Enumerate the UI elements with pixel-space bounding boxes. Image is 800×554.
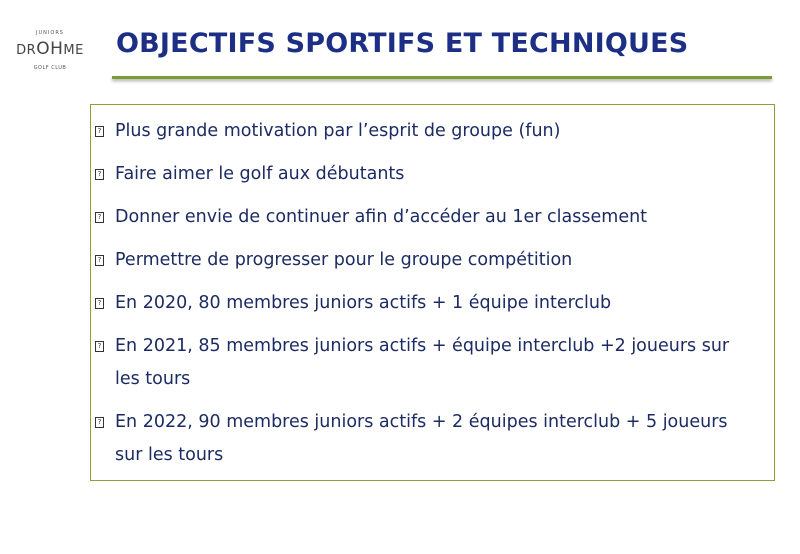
bullet-text: En 2020, 80 membres juniors actifs + 1 équipe interclub [115, 293, 612, 313]
logo-main-part-2: OH [36, 39, 64, 59]
bullet-text: Donner envie de continuer afin d’accéder au 1er classement [115, 207, 648, 227]
bullet-item [95, 201, 755, 234]
bullet-list [95, 115, 755, 482]
missing-glyph-icon: ? [95, 212, 104, 223]
missing-glyph-icon: ? [95, 255, 104, 266]
logo-top-text: JUNIORS [36, 30, 64, 36]
bullet-text: Permettre de progresser pour le groupe compétition [115, 250, 573, 270]
bullet-item [95, 406, 755, 472]
content-box [90, 104, 775, 481]
missing-glyph-icon: ? [95, 169, 104, 180]
logo-main-part-1: DR [16, 43, 37, 58]
club-logo [12, 30, 88, 78]
logo-main-text [12, 39, 88, 59]
bullet-item [95, 158, 755, 191]
bullet-text: En 2022, 90 membres juniors actifs + 2 équipes interclub + 5 joueurs sur les tours [115, 412, 728, 465]
bullet-text: En 2021, 85 membres juniors actifs + équipe interclub +2 joueurs sur les tours [115, 336, 730, 389]
title-underline [112, 76, 772, 79]
slide-title: OBJECTIFS SPORTIFS ET TECHNIQUES [116, 28, 689, 59]
logo-main-part-3: ME [63, 43, 84, 58]
missing-glyph-icon: ? [95, 417, 104, 428]
missing-glyph-icon: ? [95, 341, 104, 352]
bullet-item [95, 244, 755, 277]
missing-glyph-icon: ? [95, 298, 104, 309]
missing-glyph-icon: ? [95, 126, 104, 137]
bullet-item [95, 287, 755, 320]
logo-bottom-text: GOLF CLUB [33, 65, 67, 71]
bullet-item [95, 115, 755, 148]
bullet-text: Plus grande motivation par l’esprit de groupe (fun) [115, 121, 561, 141]
bullet-text: Faire aimer le golf aux débutants [115, 164, 405, 184]
bullet-item [95, 330, 755, 396]
